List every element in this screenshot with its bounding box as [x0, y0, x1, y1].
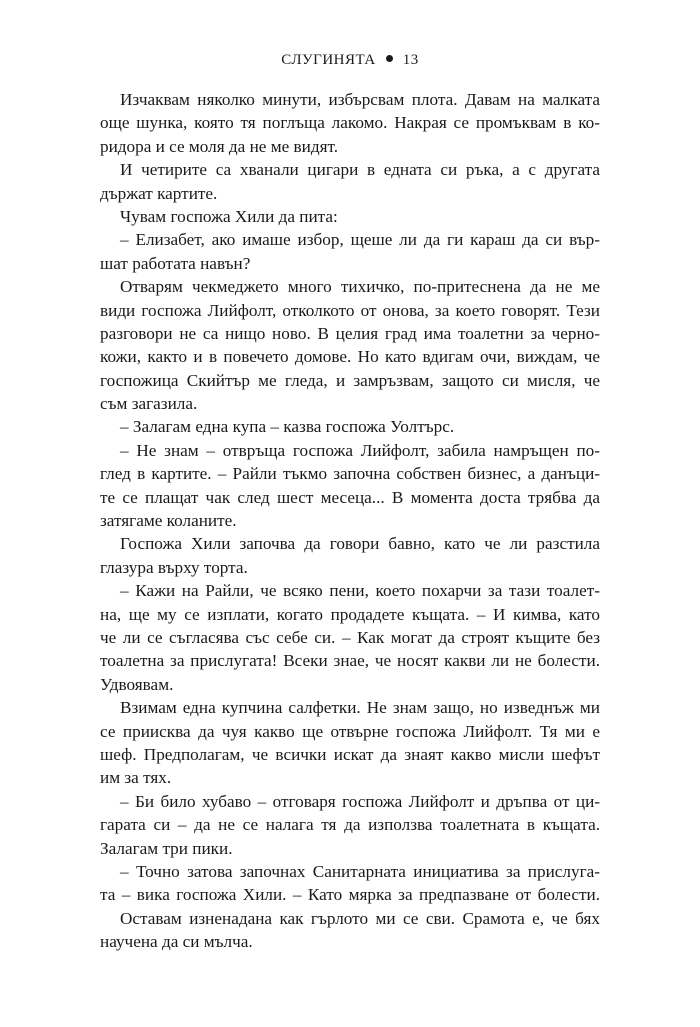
text-line: те се плащат чак след шест месеца... В момента доста трябва да — [100, 487, 600, 507]
text-line: им за тях. — [100, 768, 172, 788]
text-line: научена да си мълча. — [100, 932, 253, 952]
text-line: затягаме коланите. — [100, 511, 237, 531]
text-line: – Точно затова започнах Санитарната инициатива за прислуга- — [120, 861, 600, 881]
text-line: види госпожа Лийфолт, отколкото от онова, за което говорят. Тези — [100, 300, 600, 320]
text-line: И четирите са хванали цигари в едната си ръка, а с другата — [120, 160, 600, 180]
text-line: глед в картите. – Райли тъкмо започна собствен бизнес, а данъци- — [100, 464, 600, 484]
text-line: Чувам госпожа Хили да пита: — [120, 206, 338, 226]
text-line: та – вика госпожа Хили. – Като мярка за предпазване от болести. — [100, 885, 600, 905]
text-line: – Залагам една купа – казва госпожа Уолтърс. — [120, 417, 455, 437]
text-line: Оставам изненадана как гърлото ми се сви. Срамота е, че бях — [120, 908, 600, 928]
running-head — [0, 52, 700, 69]
text-line: глазура върху торта. — [100, 557, 248, 577]
text-line: шеф. Предполагам, че всички искат да знаят какво мисли шефът — [100, 744, 600, 764]
text-line: Госпожа Хили започва да говори бавно, като че ли разстила — [120, 534, 600, 554]
text-line: – Елизабет, ако имаше избор, щеше ли да ги караш да си вър- — [120, 230, 600, 250]
text-line: тоалетна за прислугата! Всеки знае, че носят какви ли не болести. — [100, 651, 600, 671]
text-line: госпожица Скийтър ме гледа, и замръзвам, защото си мисля, че — [100, 370, 600, 390]
text-line: – Кажи на Райли, че всяко пени, което похарчи за тази тоалет- — [120, 581, 600, 601]
text-line: Изчаквам няколко минути, избърсвам плота. Давам на малката — [120, 90, 600, 109]
text-line: на, ще му се изплати, когато продадете къщата. – И кимва, като — [100, 604, 600, 624]
body-text — [100, 88, 600, 953]
text-line: се приисква да чуя какво ще отвърне госпожа Лийфолт. Тя ми е — [100, 721, 600, 741]
running-title: СЛУГИНЯТА — [281, 52, 376, 68]
text-line: че ли се съгласява със себе си. – Как могат да строят къщите без — [100, 627, 600, 647]
text-line: шат работата навън? — [100, 253, 251, 273]
text-line: Отварям чекмеджето много тихичко, по-притеснена да не ме — [120, 277, 600, 297]
text-line: ридора и се моля да не ме видят. — [100, 136, 339, 156]
text-line: – Не знам – отвръща госпожа Лийфолт, забила намръщен по- — [120, 440, 600, 460]
text-line: Залагам три пики. — [100, 838, 233, 858]
text-line: Удвоявам. — [100, 674, 174, 694]
bullet-separator — [386, 55, 393, 62]
text-line: гарата си – да не се налага тя да използва тоалетната в къщата. — [100, 815, 600, 835]
text-line: разговори не са нищо ново. В целия град има тоалетни за черно- — [100, 323, 600, 343]
text-line: държат картите. — [100, 183, 218, 203]
page-number: 13 — [402, 52, 419, 68]
text-line: кожи, както и в повечето домове. Но като вдигам очи, виждам, че — [100, 347, 600, 367]
text-line: Взимам една купчина салфетки. Не знам защо, но изведнъж ми — [120, 698, 600, 718]
text-line: – Би било хубаво – отговаря госпожа Лийфолт и дръпва от ци- — [120, 791, 600, 811]
text-line: съм загазила. — [100, 394, 198, 414]
text-line: още шунка, която тя поглъща лакомо. Накрая се промъквам в ко- — [100, 113, 600, 133]
